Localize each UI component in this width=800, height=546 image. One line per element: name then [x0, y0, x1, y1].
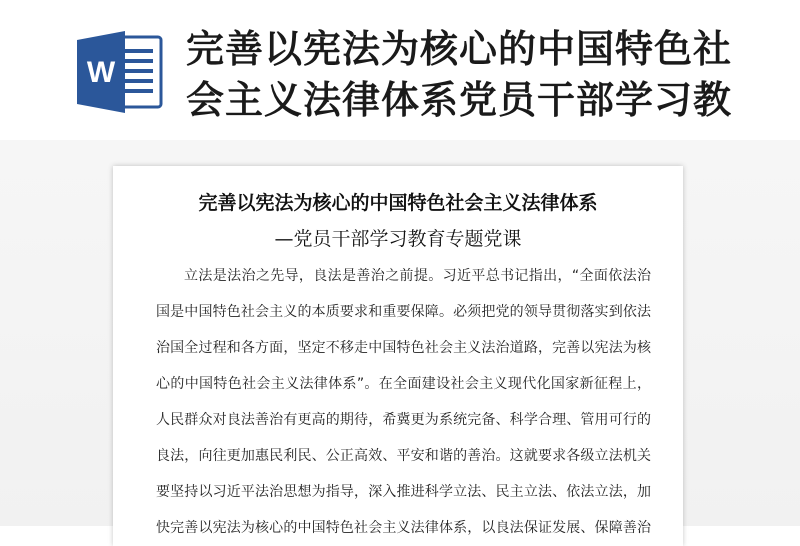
header-banner: [0, 0, 800, 140]
document-subtitle: —党员干部学习教育专题党课: [274, 228, 522, 250]
document-line: 国是中国特色社会主义的本质要求和重要保障。必须把党的领导贯彻落实到依法: [156, 304, 651, 320]
document-title: 完善以宪法为核心的中国特色社会主义法律体系: [198, 192, 598, 214]
word-document-icon: [77, 31, 163, 113]
page-title-line-1: 完善以宪法为核心的中国特色社: [186, 27, 733, 71]
document-page-preview: [113, 166, 683, 546]
document-line: 治国全过程和各方面，坚定不移走中国特色社会主义法治道路，完善以宪法为核: [156, 340, 651, 356]
document-line: 心的中国特色社会主义法律体系”。在全面建设社会主义现代化国家新征程上，: [156, 376, 651, 392]
document-line: 良法，向往更加惠民利民、公正高效、平安和谐的善治。这就要求各级立法机关: [156, 448, 651, 464]
document-line: 要坚持以习近平法治思想为指导，深入推进科学立法、民主立法、依法立法，加: [156, 484, 651, 500]
word-icon-letter: W: [86, 56, 116, 89]
document-line: 立法是法治之先导，良法是善治之前提。习近平总书记指出，“全面依法治: [184, 268, 651, 284]
page-title: [186, 24, 746, 126]
document-body: [156, 258, 651, 546]
document-line: 快完善以宪法为核心的中国特色社会主义法律体系，以良法保证发展、保障善治: [156, 520, 651, 536]
document-line: 人民群众对良法善治有更高的期待，希冀更为系统完备、科学合理、管用可行的: [156, 412, 651, 428]
page-title-line-2: 会主义法律体系党员干部学习教: [186, 78, 733, 122]
